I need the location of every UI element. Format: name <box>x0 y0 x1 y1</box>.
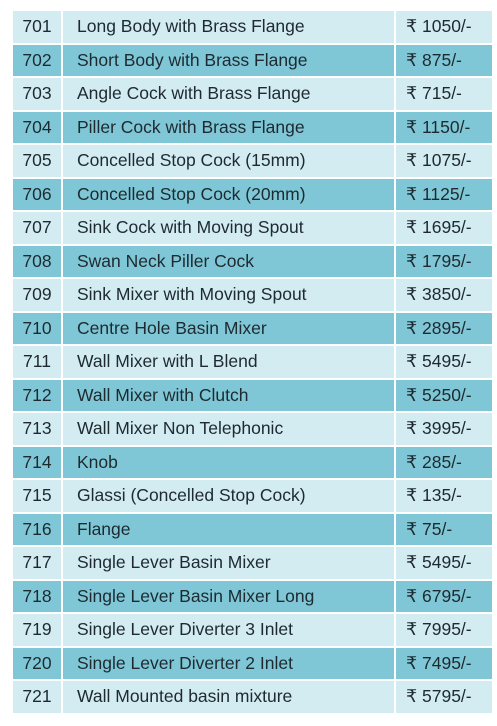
item-name: Piller Cock with Brass Flange <box>63 112 394 144</box>
item-name: Long Body with Brass Flange <box>63 11 394 43</box>
table-row <box>13 614 492 646</box>
item-name: Single Lever Diverter 2 Inlet <box>63 648 394 680</box>
table-row <box>13 179 492 211</box>
item-code: 717 <box>13 547 61 579</box>
item-code: 703 <box>13 78 61 110</box>
item-code: 721 <box>13 681 61 713</box>
table-row <box>13 78 492 110</box>
item-price: ₹ 5495/- <box>396 346 492 378</box>
item-price: ₹ 3995/- <box>396 413 492 445</box>
table-row <box>13 313 492 345</box>
item-code: 707 <box>13 212 61 244</box>
item-name: Single Lever Diverter 3 Inlet <box>63 614 394 646</box>
item-price: ₹ 1150/- <box>396 112 492 144</box>
item-code: 710 <box>13 313 61 345</box>
item-price: ₹ 1125/- <box>396 179 492 211</box>
item-name: Angle Cock with Brass Flange <box>63 78 394 110</box>
item-code: 702 <box>13 45 61 77</box>
item-code: 714 <box>13 447 61 479</box>
table-row <box>13 346 492 378</box>
item-code: 711 <box>13 346 61 378</box>
table-row <box>13 581 492 613</box>
table-row <box>13 413 492 445</box>
item-name: Wall Mixer Non Telephonic <box>63 413 394 445</box>
item-price: ₹ 715/- <box>396 78 492 110</box>
item-price: ₹ 1795/- <box>396 246 492 278</box>
table-row <box>13 246 492 278</box>
item-name: Glassi (Concelled Stop Cock) <box>63 480 394 512</box>
item-code: 704 <box>13 112 61 144</box>
item-price: ₹ 5795/- <box>396 681 492 713</box>
table-row <box>13 45 492 77</box>
table-row <box>13 648 492 680</box>
item-price: ₹ 6795/- <box>396 581 492 613</box>
table-row <box>13 279 492 311</box>
item-code: 709 <box>13 279 61 311</box>
item-price: ₹ 7495/- <box>396 648 492 680</box>
item-code: 720 <box>13 648 61 680</box>
table-row <box>13 480 492 512</box>
item-code: 712 <box>13 380 61 412</box>
item-code: 706 <box>13 179 61 211</box>
item-code: 713 <box>13 413 61 445</box>
item-name: Wall Mounted basin mixture <box>63 681 394 713</box>
item-name: Centre Hole Basin Mixer <box>63 313 394 345</box>
item-code: 716 <box>13 514 61 546</box>
item-code: 708 <box>13 246 61 278</box>
item-price: ₹ 75/- <box>396 514 492 546</box>
item-price: ₹ 285/- <box>396 447 492 479</box>
item-price: ₹ 875/- <box>396 45 492 77</box>
item-name: Wall Mixer with L Blend <box>63 346 394 378</box>
table-row <box>13 514 492 546</box>
item-price: ₹ 7995/- <box>396 614 492 646</box>
item-code: 715 <box>13 480 61 512</box>
item-code: 719 <box>13 614 61 646</box>
item-name: Sink Cock with Moving Spout <box>63 212 394 244</box>
item-name: Wall Mixer with Clutch <box>63 380 394 412</box>
item-code: 701 <box>13 11 61 43</box>
item-price: ₹ 1050/- <box>396 11 492 43</box>
item-code: 705 <box>13 145 61 177</box>
item-code: 718 <box>13 581 61 613</box>
item-name: Knob <box>63 447 394 479</box>
price-list-table <box>11 9 494 715</box>
item-name: Concelled Stop Cock (15mm) <box>63 145 394 177</box>
item-name: Short Body with Brass Flange <box>63 45 394 77</box>
table-row <box>13 447 492 479</box>
table-row <box>13 380 492 412</box>
item-price: ₹ 2895/- <box>396 313 492 345</box>
item-name: Single Lever Basin Mixer <box>63 547 394 579</box>
item-price: ₹ 1075/- <box>396 145 492 177</box>
table-row <box>13 681 492 713</box>
table-row <box>13 212 492 244</box>
table-row <box>13 547 492 579</box>
item-price: ₹ 3850/- <box>396 279 492 311</box>
table-row <box>13 145 492 177</box>
item-price: ₹ 1695/- <box>396 212 492 244</box>
item-price: ₹ 135/- <box>396 480 492 512</box>
item-name: Flange <box>63 514 394 546</box>
price-list-body <box>13 11 492 713</box>
table-row <box>13 112 492 144</box>
item-name: Concelled Stop Cock (20mm) <box>63 179 394 211</box>
item-price: ₹ 5250/- <box>396 380 492 412</box>
item-name: Single Lever Basin Mixer Long <box>63 581 394 613</box>
item-name: Sink Mixer with Moving Spout <box>63 279 394 311</box>
item-name: Swan Neck Piller Cock <box>63 246 394 278</box>
item-price: ₹ 5495/- <box>396 547 492 579</box>
table-row <box>13 11 492 43</box>
